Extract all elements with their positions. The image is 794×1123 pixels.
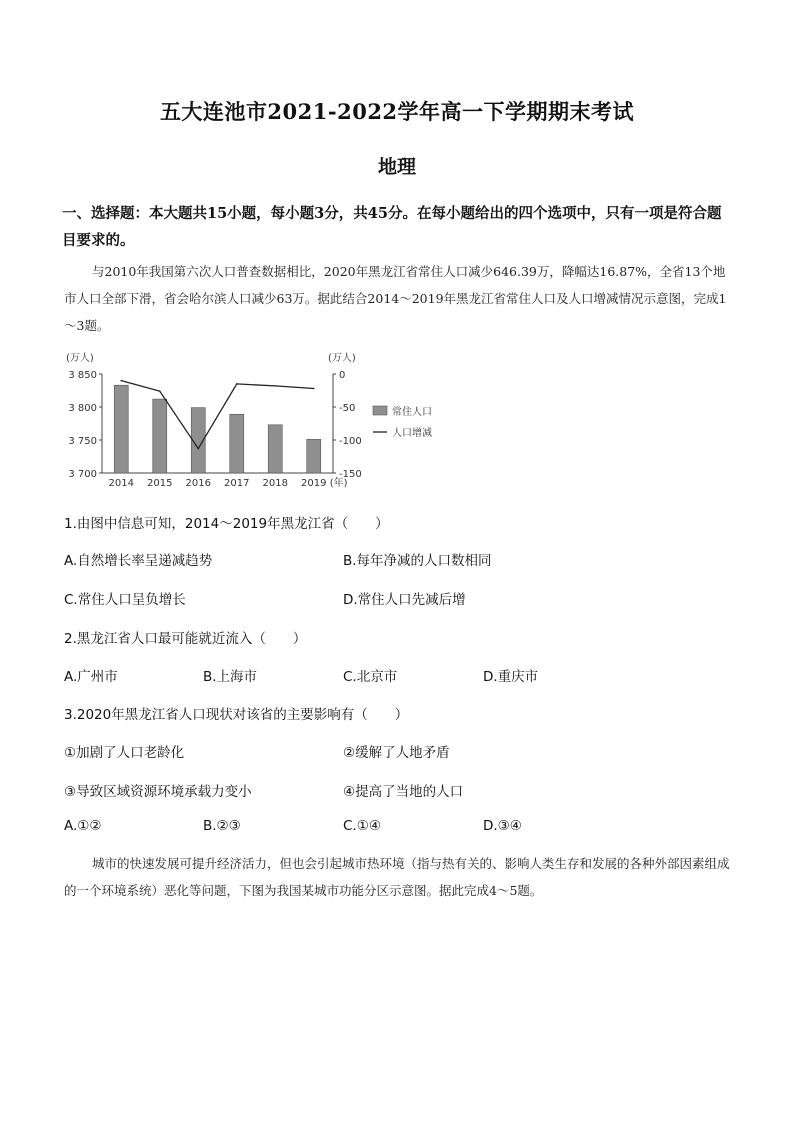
question-2-option-a[interactable]: A.广州市 <box>64 669 118 685</box>
subject-title: 地理 <box>377 156 416 178</box>
question-3-option-c[interactable]: C.①④ <box>343 818 381 834</box>
right-tick-label: -50 <box>339 403 356 414</box>
x-tick-label: 2014 <box>108 478 134 489</box>
line-point-2019 <box>313 388 315 390</box>
right-tick-label: -100 <box>339 436 362 447</box>
right-tick-label: -150 <box>339 469 362 480</box>
passage-2: 城市的快速发展可提升经济活力，但也会引起城市热环境（指与热有关的、影响人类生存和发展的各种外部因素组成的一个环境系统）恶化等问题，下图为我国某城市功能分区示意图。据此完成4～5题。 <box>64 856 730 898</box>
bar-2017 <box>230 414 244 473</box>
right-axis-unit: (万人) <box>328 353 356 364</box>
question-3-option-b[interactable]: B.②③ <box>203 818 241 834</box>
question-3-stem: 3.2020年黑龙江省人口现状对该省的主要影响有（ ） <box>64 707 409 723</box>
left-tick-label: 3 700 <box>68 469 97 480</box>
question-1-option-d[interactable]: D.常住人口先减后增 <box>343 592 466 608</box>
x-tick-label: 2015 <box>147 478 173 489</box>
question-3-statement-2: ②缓解了人地矛盾 <box>343 745 450 761</box>
x-tick-label: 2019 <box>301 478 327 489</box>
question-2-stem: 2.黑龙江省人口最可能就近流入（ ） <box>64 631 307 647</box>
line-point-2017 <box>236 383 238 385</box>
bar-2014 <box>114 385 128 473</box>
question-2-option-d[interactable]: D.重庆市 <box>483 669 539 685</box>
question-1-stem: 1.由图中信息可知，2014～2019年黑龙江省（ ） <box>64 516 389 532</box>
question-3-statement-3: ③导致区域资源环境承载力变小 <box>64 784 252 800</box>
line-point-2018 <box>274 385 276 387</box>
population-chart <box>60 346 460 494</box>
x-axis-unit: (年) <box>329 478 348 489</box>
population-change-line <box>121 381 314 449</box>
exam-title: 五大连池市2021-2022学年高一下学期期末考试 <box>159 99 635 124</box>
question-3-option-d[interactable]: D.③④ <box>483 818 522 834</box>
legend-bar-swatch <box>373 406 387 415</box>
question-1-option-c[interactable]: C.常住人口呈负增长 <box>64 592 186 608</box>
question-1-option-a[interactable]: A.自然增长率呈递减趋势 <box>64 553 213 569</box>
legend-line-label: 人口增减 <box>392 428 432 439</box>
x-tick-label: 2016 <box>185 478 211 489</box>
left-axis-unit: (万人) <box>66 353 94 364</box>
question-2-option-c[interactable]: C.北京市 <box>343 669 398 685</box>
question-3-statement-4: ④提高了当地的人口 <box>343 784 464 800</box>
question-3-statement-1: ①加剧了人口老龄化 <box>64 745 185 761</box>
passage-1: 与2010年我国第六次人口普查数据相比，2020年黑龙江省常住人口减少646.39万，降幅达16.87%，全省13个地市人口全部下滑，省会哈尔滨人口减少63万。据此结合2014～2019年黑龙江省常住人口及人口增减情况示意图，完成1～3题。 <box>64 264 727 333</box>
left-tick-label: 3 800 <box>68 403 97 414</box>
x-tick-label: 2017 <box>224 478 250 489</box>
left-tick-label: 3 850 <box>68 370 97 381</box>
line-point-2015 <box>159 390 161 392</box>
x-tick-label: 2018 <box>262 478 288 489</box>
legend-bar-label: 常住人口 <box>392 407 432 418</box>
section-heading: 一、选择题：本大题共15小题，每小题3分，共45分。在每小题给出的四个选项中，只有一项是符合题目要求的。 <box>62 205 722 249</box>
bar-2019 <box>307 439 321 473</box>
left-tick-label: 3 750 <box>68 436 97 447</box>
question-3-option-a[interactable]: A.①② <box>64 818 102 834</box>
bar-2018 <box>268 425 282 473</box>
question-1-option-b[interactable]: B.每年净减的人口数相同 <box>343 553 492 569</box>
question-2-option-b[interactable]: B.上海市 <box>203 669 258 685</box>
line-point-2016 <box>197 448 199 450</box>
bar-2015 <box>153 399 167 473</box>
right-tick-label: 0 <box>339 370 346 381</box>
line-point-2014 <box>120 380 122 382</box>
